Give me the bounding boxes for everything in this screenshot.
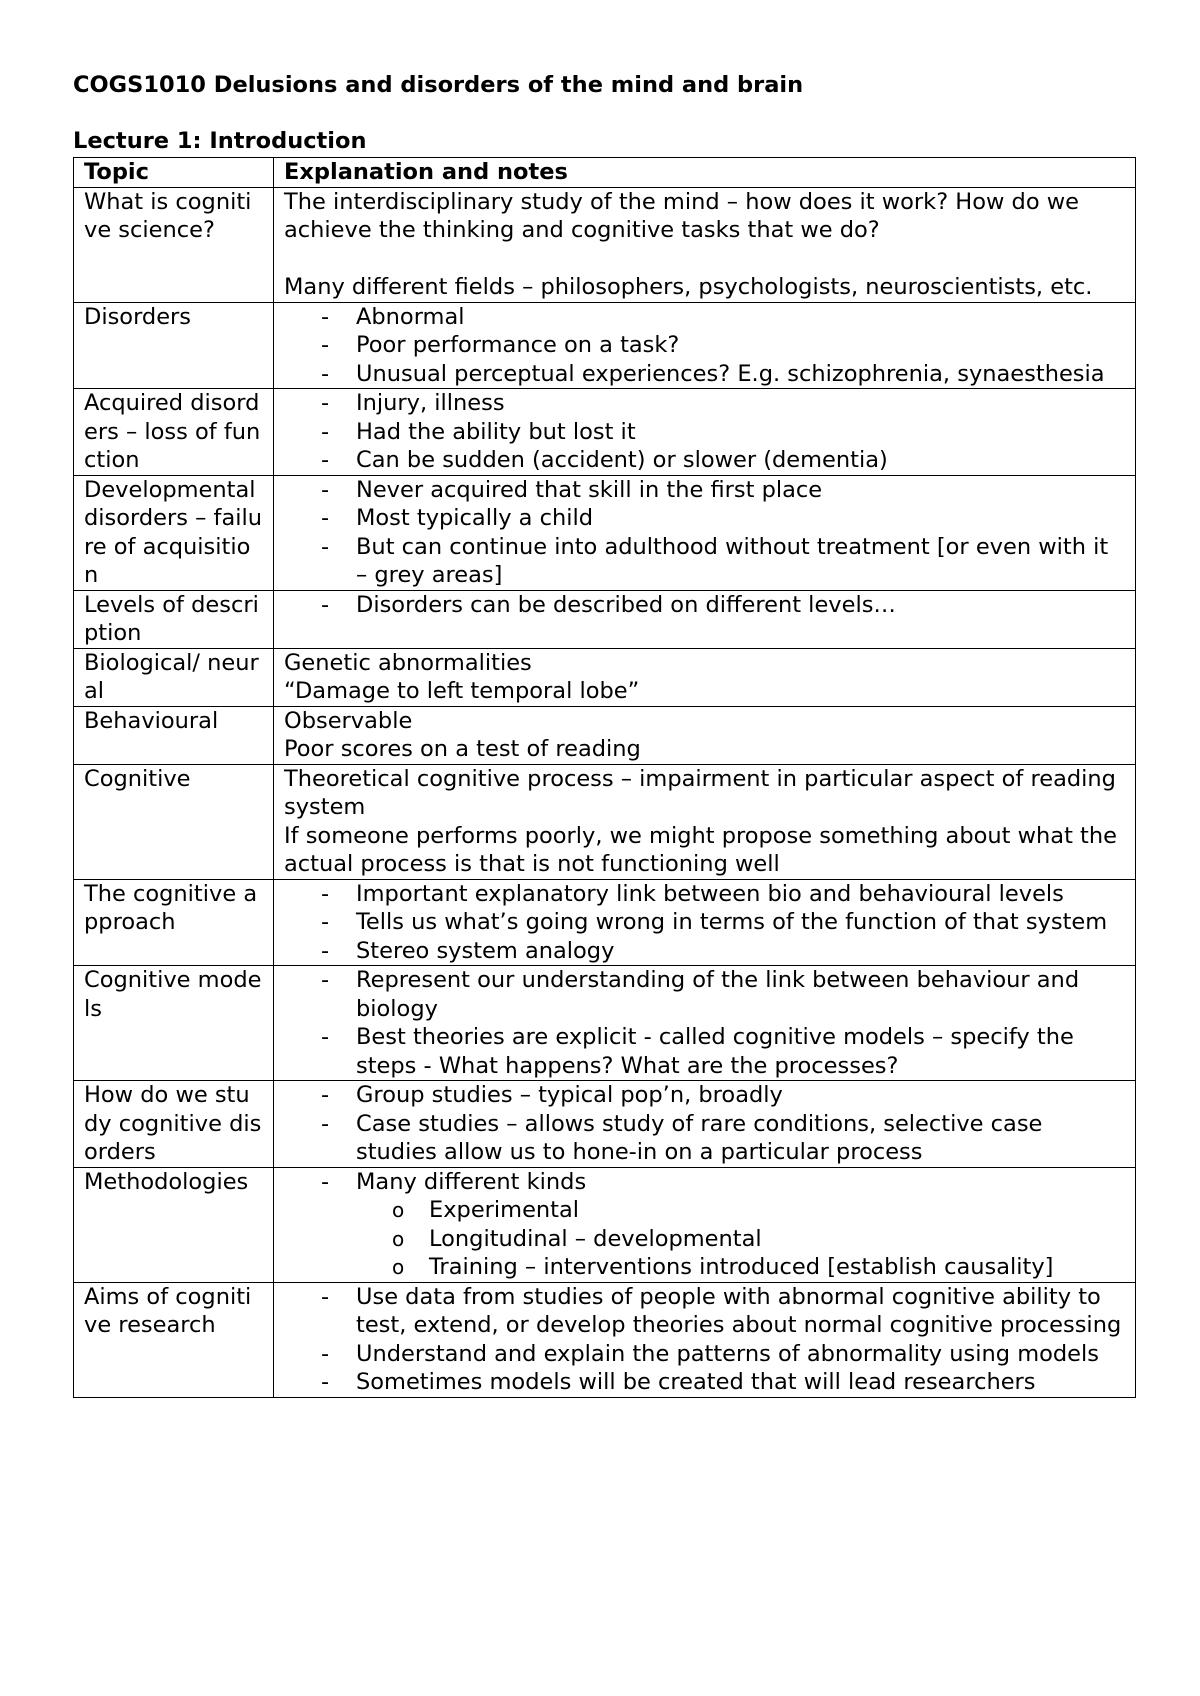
lecture-heading: Lecture 1: Introduction bbox=[73, 128, 367, 154]
dash-bullet-icon: - bbox=[321, 303, 330, 330]
list-item-text: Important explanatory link between bio and behavioural levels bbox=[356, 880, 1064, 907]
note-paragraph: Observable bbox=[284, 707, 413, 734]
topic-cell: Levels of description bbox=[74, 590, 274, 648]
list-item bbox=[284, 476, 1125, 505]
list-item-text: Tells us what’s going wrong in terms of the function of that system bbox=[356, 909, 1108, 935]
dash-bullet-icon: - bbox=[321, 967, 330, 993]
notes-cell bbox=[274, 1167, 1136, 1282]
list-item-text: Never acquired that skill in the first place bbox=[356, 476, 823, 503]
dash-bullet-icon: - bbox=[321, 360, 330, 387]
list-item-text: Can be sudden (accident) or slower (dementia) bbox=[356, 447, 888, 473]
topic-cell: The cognitive approach bbox=[74, 879, 274, 966]
bullet-list bbox=[284, 1168, 1125, 1282]
table-row bbox=[74, 879, 1136, 966]
table-row bbox=[74, 1081, 1136, 1168]
notes-cell bbox=[274, 764, 1136, 879]
list-item bbox=[284, 1368, 1125, 1397]
table-row bbox=[74, 1282, 1136, 1397]
notes-cell bbox=[274, 1081, 1136, 1168]
list-item bbox=[284, 504, 1125, 533]
topic-cell: Methodologies bbox=[74, 1167, 274, 1282]
notes-cell bbox=[274, 475, 1136, 590]
sub-list-item-text: Experimental bbox=[429, 1197, 580, 1223]
list-item bbox=[284, 591, 1125, 620]
topic-cell: Biological/ neural bbox=[74, 648, 274, 706]
dash-bullet-icon: - bbox=[321, 591, 330, 618]
table-row bbox=[74, 590, 1136, 648]
list-item bbox=[284, 908, 1125, 937]
dash-bullet-icon: - bbox=[321, 1340, 330, 1367]
dash-bullet-icon: - bbox=[321, 390, 330, 416]
list-item-text: Use data from studies of people with abnormal cognitive ability to test, extend, or develop theories about normal cognitive processing bbox=[356, 1283, 1122, 1338]
list-item bbox=[284, 331, 1125, 360]
bullet-list bbox=[284, 476, 1125, 590]
note-paragraph: Theoretical cognitive process – impairment in particular aspect of reading system bbox=[284, 765, 1116, 820]
circle-bullet-icon: o bbox=[392, 1198, 405, 1222]
sub-list-item bbox=[356, 1225, 1125, 1254]
list-item bbox=[284, 360, 1125, 389]
dash-bullet-icon: - bbox=[321, 909, 330, 935]
list-item-text: Best theories are explicit - called cognitive models – specify the steps - What happens? What are the processes? bbox=[356, 1024, 1074, 1079]
list-item bbox=[284, 1283, 1125, 1340]
sub-list-item bbox=[356, 1196, 1125, 1225]
bullet-list bbox=[284, 591, 1125, 620]
sub-list-item bbox=[356, 1253, 1125, 1282]
notes-cell bbox=[274, 1282, 1136, 1397]
dash-bullet-icon: - bbox=[321, 447, 330, 473]
table-row bbox=[74, 1167, 1136, 1282]
topic-cell: Acquired disorders – loss of function bbox=[74, 389, 274, 476]
list-item bbox=[284, 1110, 1125, 1167]
list-item bbox=[284, 1168, 1125, 1282]
bullet-list bbox=[284, 966, 1125, 1080]
list-item-text: Disorders can be described on different levels… bbox=[356, 591, 896, 618]
list-item-text: Stereo system analogy bbox=[356, 937, 615, 964]
table-row bbox=[74, 187, 1136, 302]
dash-bullet-icon: - bbox=[321, 505, 330, 531]
note-paragraph: Genetic abnormalities bbox=[284, 649, 532, 676]
list-item bbox=[284, 389, 1125, 418]
note-paragraph: Poor scores on a test of reading bbox=[284, 736, 641, 762]
notes-cell bbox=[274, 966, 1136, 1081]
notes-cell bbox=[274, 389, 1136, 476]
note-paragraph: The interdisciplinary study of the mind – how does it work? How do we achieve the thinking and cognitive tasks that we do? bbox=[284, 188, 1079, 243]
bullet-list bbox=[284, 1283, 1125, 1397]
table-row bbox=[74, 966, 1136, 1081]
note-paragraph: If someone performs poorly, we might propose something about what the actual process is that is not functioning well bbox=[284, 822, 1117, 877]
document-title: COGS1010 Delusions and disorders of the mind and brain bbox=[73, 72, 804, 98]
topic-cell: How do we study cognitive disorders bbox=[74, 1081, 274, 1168]
list-item bbox=[284, 880, 1125, 909]
list-item-text: Group studies – typical pop’n, broadly bbox=[356, 1082, 783, 1108]
list-item-text: Understand and explain the patterns of abnormality using models bbox=[356, 1340, 1099, 1367]
sub-list-item-text: Longitudinal – developmental bbox=[429, 1225, 762, 1252]
dash-bullet-icon: - bbox=[321, 1168, 330, 1195]
bullet-list bbox=[284, 303, 1125, 389]
notes-cell bbox=[274, 879, 1136, 966]
circle-bullet-icon: o bbox=[392, 1255, 405, 1279]
note-paragraph: “Damage to left temporal lobe” bbox=[284, 678, 640, 704]
topic-cell: Aims of cognitive research bbox=[74, 1282, 274, 1397]
table-row bbox=[74, 302, 1136, 389]
list-item-text: Poor performance on a task? bbox=[356, 332, 680, 358]
list-item bbox=[284, 1340, 1125, 1369]
list-item-text: Abnormal bbox=[356, 303, 465, 330]
column-header-topic: Topic bbox=[74, 158, 274, 188]
notes-cell bbox=[274, 302, 1136, 389]
sub-bullet-list bbox=[356, 1196, 1125, 1282]
dash-bullet-icon: - bbox=[321, 533, 330, 560]
list-item-text: Case studies – allows study of rare conditions, selective case studies allow us to hone-in on a particular process bbox=[356, 1110, 1043, 1165]
list-item-text: Most typically a child bbox=[356, 505, 594, 531]
list-item bbox=[284, 1023, 1125, 1080]
topic-cell: Developmental disorders – failure of acquisition bbox=[74, 475, 274, 590]
dash-bullet-icon: - bbox=[321, 1283, 330, 1310]
notes-cell bbox=[274, 590, 1136, 648]
list-item-text: Represent our understanding of the link between behaviour and biology bbox=[356, 967, 1080, 1022]
list-item-text: Injury, illness bbox=[356, 390, 505, 416]
list-item-text: Unusual perceptual experiences? E.g. schizophrenia, synaesthesia bbox=[356, 360, 1105, 387]
bullet-list bbox=[284, 389, 1125, 475]
list-item bbox=[284, 418, 1125, 447]
topic-cell: Cognitive bbox=[74, 764, 274, 879]
bullet-list bbox=[284, 880, 1125, 966]
table-row bbox=[74, 389, 1136, 476]
list-item-text: Sometimes models will be created that will lead researchers bbox=[356, 1369, 1036, 1395]
dash-bullet-icon: - bbox=[321, 1110, 330, 1137]
dash-bullet-icon: - bbox=[321, 1082, 330, 1108]
table-row bbox=[74, 706, 1136, 764]
column-header-notes: Explanation and notes bbox=[274, 158, 1136, 188]
topic-cell: Behavioural bbox=[74, 706, 274, 764]
notes-cell bbox=[274, 706, 1136, 764]
list-item bbox=[284, 1081, 1125, 1110]
list-item-text: Had the ability but lost it bbox=[356, 418, 636, 445]
dash-bullet-icon: - bbox=[321, 1369, 330, 1395]
notes-cell bbox=[274, 187, 1136, 302]
list-item bbox=[284, 966, 1125, 1023]
list-item bbox=[284, 303, 1125, 332]
circle-bullet-icon: o bbox=[392, 1226, 405, 1251]
table-row bbox=[74, 648, 1136, 706]
dash-bullet-icon: - bbox=[321, 880, 330, 907]
list-item-text: But can continue into adulthood without treatment [or even with it – grey areas] bbox=[356, 533, 1109, 588]
dash-bullet-icon: - bbox=[321, 937, 330, 964]
topic-cell: Cognitive models bbox=[74, 966, 274, 1081]
notes-cell bbox=[274, 648, 1136, 706]
list-item bbox=[284, 937, 1125, 966]
topic-cell: Disorders bbox=[74, 302, 274, 389]
sub-list-item-text: Training – interventions introduced [establish causality] bbox=[429, 1254, 1054, 1280]
note-paragraph: Many different fields – philosophers, psychologists, neuroscientists, etc. bbox=[284, 274, 1093, 300]
paragraph-spacer bbox=[284, 245, 1125, 274]
dash-bullet-icon: - bbox=[321, 1024, 330, 1050]
bullet-list bbox=[284, 1081, 1125, 1167]
notes-table bbox=[73, 157, 1136, 1398]
dash-bullet-icon: - bbox=[321, 332, 330, 358]
table-row bbox=[74, 764, 1136, 879]
list-item bbox=[284, 446, 1125, 475]
table-header-row bbox=[74, 158, 1136, 188]
dash-bullet-icon: - bbox=[321, 476, 330, 503]
list-item bbox=[284, 533, 1125, 590]
list-item-text: Many different kinds bbox=[356, 1168, 587, 1195]
table-row bbox=[74, 475, 1136, 590]
topic-cell: What is cognitive science? bbox=[74, 187, 274, 302]
dash-bullet-icon: - bbox=[321, 418, 330, 445]
